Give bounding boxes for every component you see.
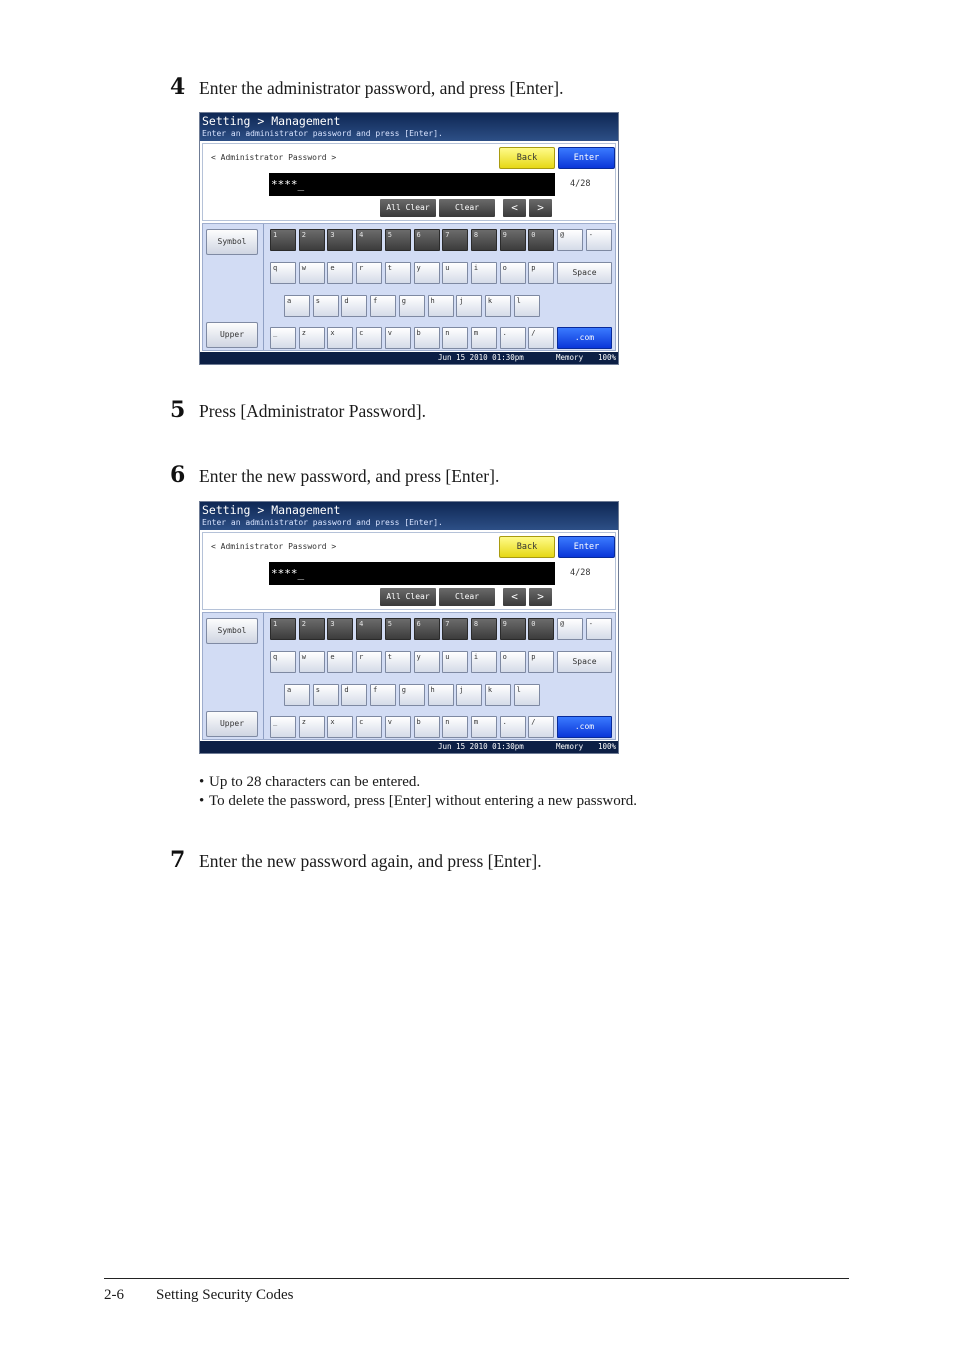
key-letter[interactable]: a (284, 295, 310, 317)
notes-list (199, 773, 637, 811)
key-letter[interactable]: p (528, 262, 554, 284)
key-letter[interactable]: n (442, 327, 468, 349)
step-5 (170, 397, 426, 423)
key-digit[interactable]: 6 (414, 618, 440, 640)
step-number: 5 (170, 397, 186, 423)
screen-subtitle: Enter an administrator password and press [Enter]. (202, 518, 443, 527)
key-digit[interactable]: 1 (270, 618, 296, 640)
key-digit[interactable]: 6 (414, 229, 440, 251)
key-letter[interactable]: m (471, 327, 497, 349)
keyboard-mode-column (203, 613, 264, 739)
screen-title: Setting > Management (202, 503, 341, 517)
note-item (199, 773, 637, 792)
key-symbol[interactable]: - (586, 229, 612, 251)
keyboard-panel (202, 223, 616, 351)
key-letter[interactable]: . (500, 716, 526, 738)
key-symbol[interactable]: @ (557, 229, 583, 251)
key-symbol[interactable]: - (586, 618, 612, 640)
key-digit[interactable]: 9 (500, 618, 526, 640)
input-panel (202, 532, 616, 610)
key-letter[interactable]: e (327, 651, 353, 673)
step-text: Enter the new password, and press [Enter]. (199, 466, 500, 486)
key-letter[interactable]: o (500, 262, 526, 284)
key-digit[interactable]: 0 (528, 229, 554, 251)
upper-button[interactable]: Upper (206, 711, 258, 737)
key-digit[interactable]: 4 (356, 229, 382, 251)
key-letter[interactable]: w (299, 262, 325, 284)
title-bar (200, 502, 618, 530)
status-date: Jun 15 2010 01:30pm (438, 353, 524, 362)
bullet: • (199, 774, 205, 790)
clear-button[interactable]: Clear (439, 199, 495, 217)
step-6 (170, 462, 499, 488)
note-text: To delete the password, press [Enter] without entering a new password. (209, 793, 637, 809)
key-letter[interactable]: h (428, 684, 454, 706)
keyboard-mode-column (203, 224, 264, 350)
status-memory: Memory (556, 353, 584, 362)
cursor-left-button[interactable] (503, 199, 526, 217)
section-label: < Administrator Password > (211, 542, 337, 551)
step-text: Enter the administrator password, and press [Enter]. (199, 78, 564, 98)
clear-button[interactable]: Clear (439, 588, 495, 606)
screen-title: Setting > Management (202, 114, 341, 128)
page-number: 2-6 (104, 1287, 124, 1303)
step-number: 7 (170, 847, 186, 873)
password-field[interactable]: ****_ (269, 562, 555, 585)
all-clear-button[interactable]: All Clear (380, 199, 436, 217)
key-letter[interactable]: l (514, 295, 540, 317)
key-digit[interactable]: 8 (471, 618, 497, 640)
back-button[interactable]: Back (499, 147, 555, 169)
character-counter: 4/28 (570, 179, 591, 189)
key-digit[interactable]: 4 (356, 618, 382, 640)
key-letter[interactable]: y (414, 262, 440, 284)
key-digit[interactable]: 8 (471, 229, 497, 251)
key-digit[interactable]: 2 (299, 618, 325, 640)
key-letter[interactable]: s (313, 684, 339, 706)
key-letter[interactable]: v (385, 327, 411, 349)
note-item (199, 792, 637, 811)
key-letter[interactable]: c (356, 327, 382, 349)
section-label: < Administrator Password > (211, 153, 337, 162)
key-digit[interactable]: 2 (299, 229, 325, 251)
step-number: 6 (170, 462, 186, 488)
key-letter[interactable]: l (514, 684, 540, 706)
enter-button[interactable]: Enter (558, 536, 615, 558)
key-digit[interactable]: 9 (500, 229, 526, 251)
key-letter[interactable]: r (356, 262, 382, 284)
page-footer (104, 1287, 294, 1304)
chevron-left-icon: < (511, 590, 518, 603)
step-7 (170, 847, 542, 873)
status-percent: 100% (598, 353, 617, 362)
footer-rule (104, 1278, 849, 1279)
cursor-right-button[interactable] (529, 199, 552, 217)
key-letter[interactable]: w (299, 651, 325, 673)
key-letter[interactable]: x (327, 716, 353, 738)
step-4 (170, 74, 563, 100)
key-letter[interactable]: q (270, 651, 296, 673)
key-digit[interactable]: 5 (385, 618, 411, 640)
space-key[interactable]: Space (557, 651, 612, 673)
symbol-button[interactable]: Symbol (206, 618, 258, 644)
space-key[interactable]: Space (557, 262, 612, 284)
key-digit[interactable]: 3 (327, 229, 353, 251)
status-percent: 100% (598, 742, 617, 751)
screen-subtitle: Enter an administrator password and press [Enter]. (202, 129, 443, 138)
key-digit[interactable]: 7 (442, 229, 468, 251)
key-letter[interactable]: f (370, 684, 396, 706)
dot-com-key[interactable]: .com (557, 327, 612, 349)
key-letter[interactable]: z (299, 716, 325, 738)
cursor-left-button[interactable] (503, 588, 526, 606)
key-letter[interactable]: j (456, 684, 482, 706)
chevron-right-icon: > (537, 201, 544, 214)
character-counter: 4/28 (570, 568, 591, 578)
key-letter[interactable]: v (385, 716, 411, 738)
key-letter[interactable]: z (299, 327, 325, 349)
password-entry-screen (199, 112, 619, 365)
all-clear-button[interactable]: All Clear (380, 588, 436, 606)
key-letter[interactable]: o (500, 651, 526, 673)
key-letter[interactable]: q (270, 262, 296, 284)
step-number: 4 (170, 74, 186, 100)
key-letter[interactable]: g (399, 684, 425, 706)
status-memory: Memory (556, 742, 584, 751)
key-letter[interactable]: t (385, 651, 411, 673)
key-letter[interactable]: . (500, 327, 526, 349)
key-letter[interactable]: _ (270, 327, 296, 349)
key-letter[interactable]: a (284, 684, 310, 706)
back-button[interactable]: Back (499, 536, 555, 558)
key-letter[interactable]: d (341, 684, 367, 706)
key-letter[interactable]: u (442, 262, 468, 284)
section-title: Setting Security Codes (156, 1287, 294, 1303)
bullet: • (199, 793, 205, 809)
key-letter[interactable]: x (327, 327, 353, 349)
key-digit[interactable]: 5 (385, 229, 411, 251)
status-bar (200, 741, 618, 753)
key-letter[interactable]: t (385, 262, 411, 284)
chevron-left-icon: < (511, 201, 518, 214)
key-letter[interactable]: h (428, 295, 454, 317)
key-letter[interactable]: n (442, 716, 468, 738)
key-letter[interactable]: b (414, 716, 440, 738)
keyboard-panel (202, 612, 616, 740)
key-letter[interactable]: i (471, 262, 497, 284)
key-letter[interactable]: p (528, 651, 554, 673)
key-letter[interactable]: c (356, 716, 382, 738)
key-letter[interactable]: s (313, 295, 339, 317)
key-letter[interactable]: k (485, 684, 511, 706)
key-letter[interactable]: y (414, 651, 440, 673)
key-digit[interactable]: 1 (270, 229, 296, 251)
key-letter[interactable]: b (414, 327, 440, 349)
input-panel (202, 143, 616, 221)
key-letter[interactable]: f (370, 295, 396, 317)
key-digit[interactable]: 0 (528, 618, 554, 640)
symbol-button[interactable]: Symbol (206, 229, 258, 255)
key-symbol[interactable]: @ (557, 618, 583, 640)
key-letter[interactable]: d (341, 295, 367, 317)
cursor-right-button[interactable] (529, 588, 552, 606)
title-bar (200, 113, 618, 141)
key-letter[interactable]: _ (270, 716, 296, 738)
key-digit[interactable]: 3 (327, 618, 353, 640)
key-letter[interactable]: r (356, 651, 382, 673)
key-digit[interactable]: 7 (442, 618, 468, 640)
upper-button[interactable]: Upper (206, 322, 258, 348)
key-letter[interactable]: u (442, 651, 468, 673)
status-date: Jun 15 2010 01:30pm (438, 742, 524, 751)
chevron-right-icon: > (537, 590, 544, 603)
key-letter[interactable]: j (456, 295, 482, 317)
step-text: Enter the new password again, and press [Enter]. (199, 851, 542, 871)
enter-button[interactable]: Enter (558, 147, 615, 169)
note-text: Up to 28 characters can be entered. (209, 774, 421, 790)
step-text: Press [Administrator Password]. (199, 401, 426, 421)
key-letter[interactable]: g (399, 295, 425, 317)
key-letter[interactable]: i (471, 651, 497, 673)
key-letter[interactable]: / (528, 327, 554, 349)
new-password-screen (199, 501, 619, 754)
key-letter[interactable]: k (485, 295, 511, 317)
password-field[interactable]: ****_ (269, 173, 555, 196)
key-letter[interactable]: / (528, 716, 554, 738)
status-bar (200, 352, 618, 364)
dot-com-key[interactable]: .com (557, 716, 612, 738)
key-letter[interactable]: e (327, 262, 353, 284)
key-letter[interactable]: m (471, 716, 497, 738)
